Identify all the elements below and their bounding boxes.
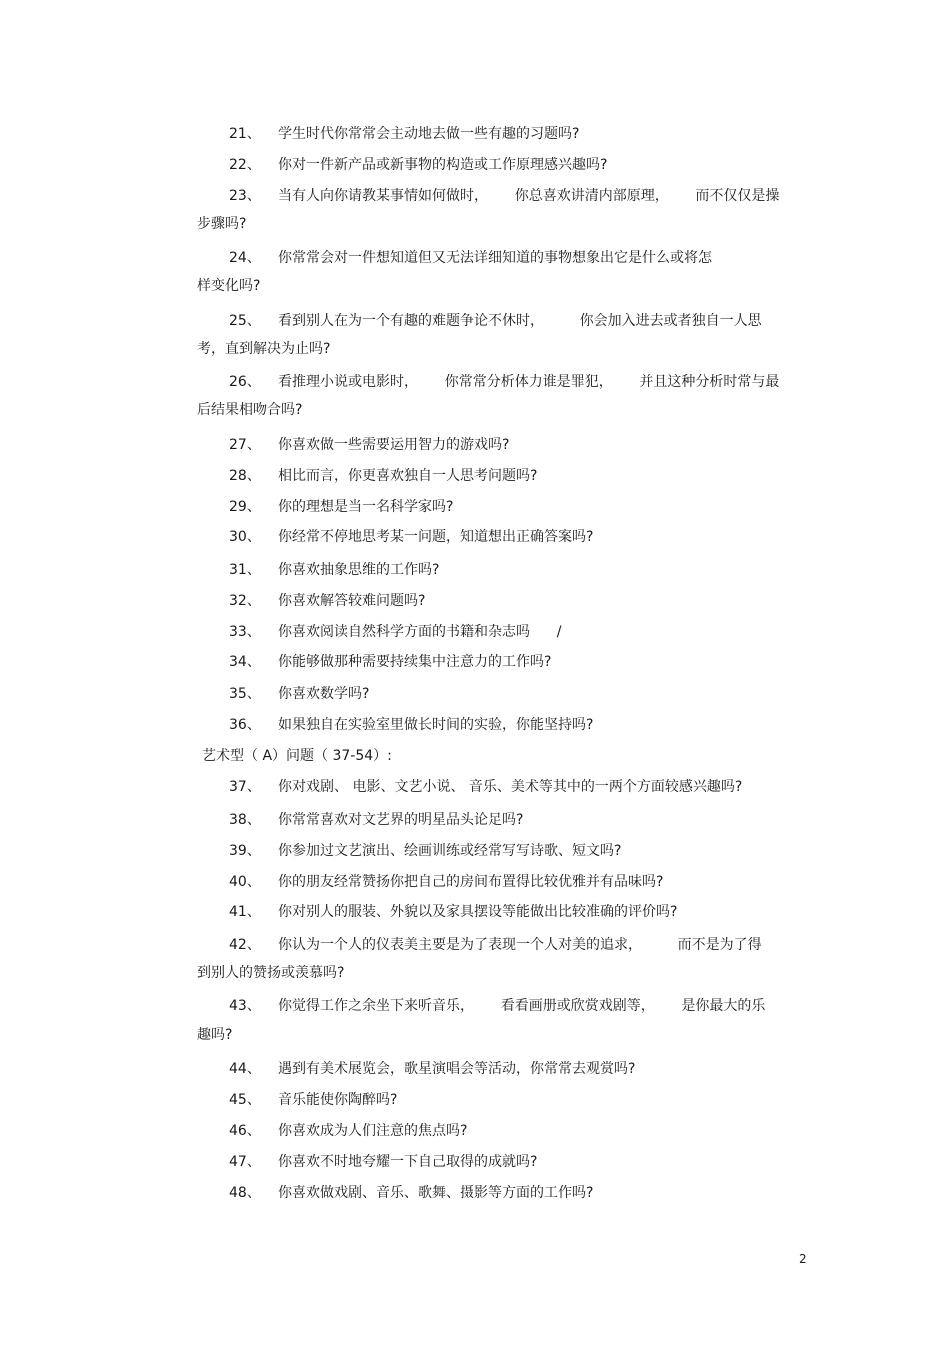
question-48	[229, 1179, 799, 1207]
question-text-continuation: 到别人的赞扬或羡慕吗?	[197, 965, 345, 981]
question-42-continuation	[197, 959, 767, 987]
question-text: 你觉得工作之余坐下来听音乐， 看看画册或欣赏戏剧等， 是你最大的乐	[278, 998, 766, 1014]
question-number: 44、	[229, 1061, 261, 1077]
question-number: 47、	[229, 1154, 261, 1170]
question-number: 28、	[229, 468, 261, 484]
question-number: 27、	[229, 437, 261, 453]
question-26-continuation	[197, 396, 767, 424]
question-text: 你能够做那种需要持续集中注意力的工作吗?	[278, 654, 552, 670]
question-44	[229, 1055, 799, 1083]
question-text: 你认为一个人的仪表美主要是为了表现一个人对美的追求， 而不是为了得	[278, 937, 762, 953]
question-number: 30、	[229, 529, 261, 545]
question-35	[229, 680, 799, 708]
question-text: 看到别人在为一个有趣的难题争论不休时， 你会加入进去或者独自一人思	[278, 313, 762, 329]
question-40	[229, 868, 799, 896]
question-43-continuation	[197, 1021, 767, 1049]
question-28	[229, 462, 799, 490]
question-36	[229, 711, 799, 739]
question-number: 38、	[229, 812, 261, 828]
question-text-continuation: 考，直到解决为止吗?	[197, 341, 331, 357]
question-text: 如果独自在实验室里做长时间的实验，你能坚持吗?	[278, 717, 594, 733]
question-text-continuation: 趣吗?	[197, 1027, 233, 1043]
question-text: 你喜欢做戏剧、音乐、歌舞、摄影等方面的工作吗?	[278, 1185, 594, 1201]
section-heading: 艺术型（ A）问题（ 37-54）:	[202, 748, 392, 764]
question-24-continuation	[197, 272, 767, 300]
question-text: 你的朋友经常赞扬你把自己的房间布置得比较优雅并有品味吗?	[278, 874, 664, 890]
question-number: 42、	[229, 937, 261, 953]
question-43	[229, 992, 799, 1020]
question-45	[229, 1086, 799, 1114]
question-38	[229, 806, 799, 834]
question-number: 22、	[229, 157, 261, 173]
question-25	[229, 307, 799, 335]
question-25-continuation	[197, 335, 767, 363]
question-number: 26、	[229, 374, 261, 390]
question-number: 24、	[229, 250, 261, 266]
question-text: 遇到有美术展览会，歌星演唱会等活动，你常常去观赏吗?	[278, 1061, 636, 1077]
question-number: 43、	[229, 998, 261, 1014]
question-text: 你喜欢不时地夸耀一下自己取得的成就吗?	[278, 1154, 538, 1170]
question-number: 39、	[229, 843, 261, 859]
question-33	[229, 618, 799, 646]
question-number: 34、	[229, 654, 261, 670]
question-23	[229, 182, 799, 210]
question-26	[229, 368, 799, 396]
question-text: 你喜欢抽象思维的工作吗?	[278, 562, 440, 578]
question-text: 你对戏剧、 电影、文艺小说、 音乐、美术等其中的一两个方面较感兴趣吗?	[278, 779, 743, 795]
question-number: 33、	[229, 624, 261, 640]
question-text: 你喜欢阅读自然科学方面的书籍和杂志吗 /	[278, 624, 562, 640]
question-24	[229, 244, 799, 272]
question-text: 看推理小说或电影时， 你常常分析体力谁是罪犯， 并且这种分析时常与最	[278, 374, 780, 390]
question-number: 21、	[229, 126, 261, 142]
question-27	[229, 431, 799, 459]
question-text: 当有人向你请教某事情如何做时， 你总喜欢讲清内部原理， 而不仅仅是操	[278, 188, 780, 204]
question-37	[229, 773, 799, 801]
question-text: 你喜欢做一些需要运用智力的游戏吗?	[278, 437, 510, 453]
question-46	[229, 1117, 799, 1145]
question-text: 你对别人的服装、外貌以及家具摆设等能做出比较准确的评价吗?	[278, 904, 678, 920]
question-text-continuation: 步骤吗?	[197, 216, 247, 232]
question-number: 48、	[229, 1185, 261, 1201]
question-text: 你参加过文艺演出、绘画训练或经常写写诗歌、短文吗?	[278, 843, 622, 859]
question-text-continuation: 后结果相吻合吗?	[197, 402, 303, 418]
question-text: 你常常喜欢对文艺界的明星品头论足吗?	[278, 812, 524, 828]
question-32	[229, 587, 799, 615]
question-text: 相比而言，你更喜欢独自一人思考问题吗?	[278, 468, 538, 484]
question-number: 31、	[229, 562, 261, 578]
page-number: 2	[799, 1252, 807, 1266]
question-text: 你对一件新产品或新事物的构造或工作原理感兴趣吗?	[278, 157, 608, 173]
question-text: 你的理想是当一名科学家吗?	[278, 499, 454, 515]
question-text: 学生时代你常常会主动地去做一些有趣的习题吗?	[278, 126, 580, 142]
question-text: 你常常会对一件想知道但又无法详细知道的事物想象出它是什么或将怎	[278, 250, 712, 266]
question-number: 41、	[229, 904, 261, 920]
question-number: 40、	[229, 874, 261, 890]
question-text: 音乐能使你陶醉吗?	[278, 1092, 398, 1108]
question-number: 37、	[229, 779, 261, 795]
question-number: 46、	[229, 1123, 261, 1139]
question-text: 你喜欢数学吗?	[278, 686, 370, 702]
question-29	[229, 493, 799, 521]
question-number: 35、	[229, 686, 261, 702]
question-22	[229, 151, 799, 179]
question-number: 29、	[229, 499, 261, 515]
question-39	[229, 837, 799, 865]
question-number: 32、	[229, 593, 261, 609]
question-text: 你喜欢成为人们注意的焦点吗?	[278, 1123, 468, 1139]
question-47	[229, 1148, 799, 1176]
question-31	[229, 556, 799, 584]
question-number: 23、	[229, 188, 261, 204]
question-41	[229, 898, 799, 926]
question-text: 你喜欢解答较难问题吗?	[278, 593, 426, 609]
question-30	[229, 523, 799, 551]
question-text: 你经常不停地思考某一问题，知道想出正确答案吗?	[278, 529, 594, 545]
question-text-continuation: 样变化吗?	[197, 278, 261, 294]
question-34	[229, 648, 799, 676]
question-number: 36、	[229, 717, 261, 733]
question-23-continuation	[197, 210, 767, 238]
question-number: 25、	[229, 313, 261, 329]
question-42	[229, 931, 799, 959]
question-number: 45、	[229, 1092, 261, 1108]
question-21	[229, 120, 799, 148]
